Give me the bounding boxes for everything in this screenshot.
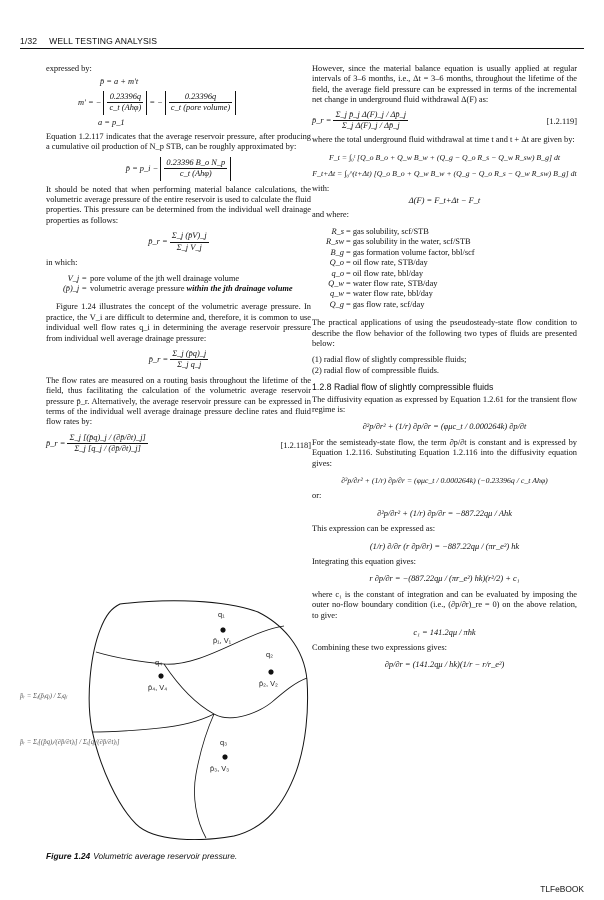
drainage-boundary xyxy=(96,626,284,664)
footer-watermark: TLFeBOOK xyxy=(540,884,584,894)
right-column xyxy=(312,64,577,670)
well-1-pressure-label: p̄₁, V₁ xyxy=(213,636,232,645)
equation: m′ = − $\frac{0.23396q}{\text{c\_t (Ahφ)}}$ = − $\frac{0.23396q}{\text{c\_t (pore volume)}}$ xyxy=(46,91,311,115)
paragraph: where the total underground fluid withdrawal at time t and t + Δt are given by: xyxy=(312,135,575,145)
definition-row: R_sw = gas solubility in the water, scf/STB xyxy=(326,237,471,247)
definition-row: (p̄)_j = volumetric average pressure within the jth drainage volume xyxy=(62,283,293,293)
well-2-pressure-label: p̄₂, V₂ xyxy=(259,679,278,688)
paragraph: expressed by: xyxy=(46,64,92,73)
definition-row: B_g = gas formation volume factor, bbl/scf xyxy=(330,247,475,257)
equation: r ∂p/∂r = −(887.22qμ / (πr_e²) hk)(r²/2) + c₁ xyxy=(369,574,520,584)
equation: ∂²p/∂r² + (1/r) ∂p/∂r = (φμc_t / 0.000264k) ∂p/∂t xyxy=(362,422,527,432)
well-1-rate-label: q₁ xyxy=(218,610,225,619)
well-3-pressure-label: p̄₃, V₃ xyxy=(210,764,230,773)
page-number: 1/32 xyxy=(20,36,38,46)
definition-row: q_o = oil flow rate, bbl/day xyxy=(331,268,424,278)
left-column xyxy=(46,64,311,460)
paragraph: Figure 1.24 illustrates the concept of the volumetric average pressure. In practice, the V_i are difficult to determine and, therefore, it is common to use individual well flow rates q_i in determining the average reservoir pressure from individual well average drainage pressure: xyxy=(46,302,311,343)
list-item: (2) radial flow of compressible fluids. xyxy=(312,365,439,375)
equation: F_t = ∫₀ᵗ [Q_o B_o + Q_w B_w + (Q_g − Q_o R_s − Q_w R_sw) B_g] dt xyxy=(328,152,561,162)
list-item: (1) radial flow of slightly compressible fluids; xyxy=(312,355,467,365)
definition-row: Q_g = gas flow rate, scf/day xyxy=(329,299,425,309)
equation-numbered: p̄_r = $\frac{\text{Σ\_j p̄\_j Δ(F)\_j / Δp̄\_j}}{\text{Σ\_j Δ(F)\_j / Δp̄\_j}}$ [1.2.119] xyxy=(312,109,577,131)
definition-row: R_s = gas solubility, scf/STB xyxy=(331,226,429,236)
paragraph: with: xyxy=(312,183,330,193)
reservoir-diagram xyxy=(20,592,310,840)
running-title: WELL TESTING ANALYSIS xyxy=(49,36,158,46)
well-3-rate-label: q₃ xyxy=(220,738,228,747)
paragraph: Combining these two expressions gives: xyxy=(312,643,447,653)
figure-formula-1: p̄ᵣ = Σⱼ(p̄ⱼqⱼ) / Σⱼqⱼ xyxy=(20,693,68,700)
well-4-rate-label: q₄ xyxy=(155,658,163,667)
paragraph: However, since the material balance equation is usually applied at regular intervals of 3–6 months, i.e., Δt = 3–6 months, throughout the lifetime of the field, the average field pressure can be expressed in terms of the incremental net change in underground fluid withdrawal Δ(F) as: xyxy=(312,64,577,105)
paragraph: in which: xyxy=(46,258,78,268)
paragraph: It should be noted that when performing material balance calculations, the volumetric average pressure of the entire reservoir is used to calculate the fluid properties. This pressure can be determined from the individual well drainage properties as follows: xyxy=(46,184,311,225)
drainage-boundary xyxy=(92,714,214,732)
equation: ∂p/∂r = (141.2qμ / hk)(1/r − r/r_e²) xyxy=(384,659,505,669)
equation: p̄_r = $\frac{\Sigma\_j (p̄V)\_j}{\text{Σ\_j V\_j}}$ xyxy=(148,231,207,252)
equation: a = p_1 xyxy=(98,117,125,127)
equation: ∂²p/∂r² + (1/r) ∂p/∂r = (φμc_t / 0.000264k) (−0.23396q / c_t Ahφ) xyxy=(341,476,548,485)
well-4-marker xyxy=(158,673,163,678)
equation-numbered: p̄_r = $\frac{\Sigma\_j [(p̄q)\_j / (\partial p̄/\partial t)\_j]}{\Sigma\_j [q\_j / (\partial p̄/\partial t)\_j]}$ [1.2.118] xyxy=(46,432,311,454)
equation: F_t+Δt = ∫₀^(t+Δt) [Q_o B_o + Q_w B_w + (Q_g − Q_o R_s − Q_w R_sw) B_g] dt xyxy=(312,169,577,179)
definition-row: Q_w = water flow rate, STB/day xyxy=(328,278,438,288)
paragraph: The diffusivity equation as expressed by Equation 1.2.61 for the transient flow regime is: xyxy=(312,394,577,414)
equation: (1/r) ∂/∂r (r ∂p/∂r) = −887.22qμ / (πr_e²) hk xyxy=(369,541,520,551)
drainage-boundary xyxy=(164,664,307,718)
header-rule xyxy=(20,48,584,49)
equation: c₁ = 141.2qμ / πhk xyxy=(413,628,476,638)
paragraph: where c₁ is the constant of integration and can be evaluated by imposing the outer no-flow boundary condition (i.e., (∂p/∂r)_re = 0) on the above relation, to give: xyxy=(312,589,577,620)
equation: p̄_r = $\frac{\Sigma\_j (p̄q)\_j}{\text{Σ\_j q\_j}}$ xyxy=(148,348,207,370)
figure-formula-2: p̄ᵣ = Σⱼ[(p̄q)ⱼ/(∂p̄/∂t)ⱼ] / Σⱼ[qⱼ/(∂p̄/∂t)ⱼ] xyxy=(20,739,120,746)
drainage-boundary xyxy=(194,714,214,838)
well-4-pressure-label: p̄₄, V₄ xyxy=(148,683,168,692)
well-1-marker xyxy=(220,627,225,632)
well-3-marker xyxy=(222,754,227,759)
well-2-marker xyxy=(268,669,273,674)
equation-number: [1.2.118] xyxy=(280,440,311,450)
equation-number: [1.2.119] xyxy=(546,116,577,126)
paragraph: or: xyxy=(312,491,322,501)
equation: p̄ = p_i − $\frac{\text{0.23396 B\_o N\_p}}{\text{c\_t (Ahφ)}}$ xyxy=(46,157,311,181)
symbol-definitions xyxy=(312,227,577,310)
paragraph: For the semisteady-state flow, the term ∂p/∂t is constant and is expressed by Equation 1.2.116. Substituting Equation 1.2.116 into the diffusivity equation gives: xyxy=(312,437,577,468)
equation: p̄ = a + m′t xyxy=(100,77,139,87)
equation: ∂²p/∂r² + (1/r) ∂p/∂r = −887.22qμ / Ahk xyxy=(377,508,512,518)
definition-row: Q_o = oil flow rate, STB/day xyxy=(329,258,428,268)
paragraph: The practical applications of using the pseudosteady-state flow condition to describe the flow behavior of the following two types of fluids are presented below: xyxy=(312,318,577,348)
paragraph: Integrating this equation gives: xyxy=(312,557,416,567)
fluid-types-list xyxy=(312,355,577,376)
paragraph: and where: xyxy=(312,210,349,220)
figure-caption: Figure 1.24 Volumetric average reservoir pressure. xyxy=(46,851,238,861)
paragraph: Equation 1.2.117 indicates that the average reservoir pressure, after producing a cumulative oil production of N_p STB, can be roughly approximated by: xyxy=(46,132,311,152)
section-heading: 1.2.8 Radial flow of slightly compressible fluids xyxy=(312,382,494,393)
running-header xyxy=(20,36,157,46)
figure-1-24 xyxy=(20,592,310,840)
well-2-rate-label: q₂ xyxy=(266,650,273,659)
equation: Δ(F) = F_t+Δt − F_t xyxy=(408,196,481,206)
definition-row: q_w = water flow rate, bbl/day xyxy=(330,289,433,299)
paragraph: This expression can be expressed as: xyxy=(312,524,436,534)
definition-row: V_j = pore volume of the jth well drainage volume xyxy=(67,273,240,283)
paragraph: The flow rates are measured on a routing basis throughout the lifetime of the field, thus facilitating the calculation of the volumetric average reservoir pressure p̄_r. Alternatively, the average reservoir pressure can be expressed in terms of the individual well average drainage pressure decline rates and fluid flow rates by: xyxy=(46,375,311,427)
